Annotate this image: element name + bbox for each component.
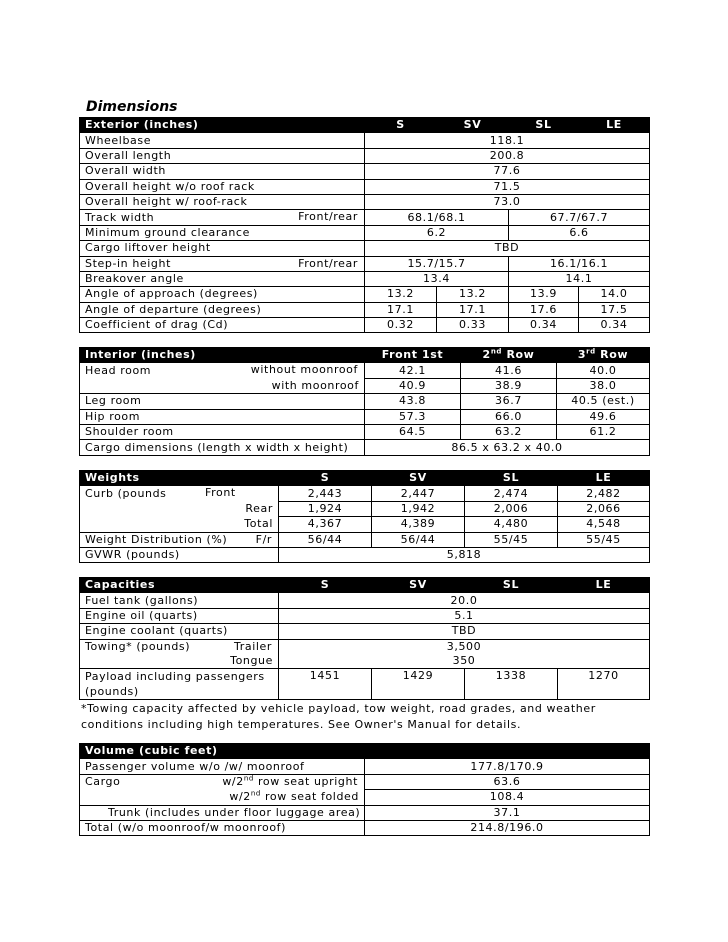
row-value: 13.2 (365, 287, 437, 302)
row-value: 40.9 (365, 378, 461, 393)
table-row (80, 164, 650, 179)
row-value: 5.1 (279, 608, 650, 623)
table-row (80, 501, 650, 516)
row-value: 2,447 (372, 486, 465, 501)
row-sublabel: Rear (80, 501, 279, 516)
row-value: 6.2 (365, 225, 509, 240)
row-value: 56/44 (279, 532, 372, 547)
row-label-text: Track width (85, 210, 155, 224)
table-row (80, 318, 650, 333)
row-label (80, 363, 365, 378)
table-row (80, 820, 650, 835)
row-label: Hip room (80, 409, 365, 424)
row-sublabel: Front/rear (298, 256, 358, 270)
row-value: 55/45 (558, 532, 650, 547)
row-value: 200.8 (365, 148, 650, 163)
table-row (80, 517, 650, 532)
row-value: 2,006 (465, 501, 558, 516)
exterior-header (80, 118, 650, 133)
table-row (80, 133, 650, 148)
header-cell: SV (437, 118, 509, 133)
weights-header (80, 471, 650, 486)
table-row (80, 774, 650, 789)
row-label: Overall width (80, 164, 365, 179)
weights-table (79, 470, 650, 563)
table-row (80, 225, 650, 240)
row-value: 13.2 (437, 287, 509, 302)
row-sublabel: Total (80, 517, 279, 532)
header-cell: Front 1st (365, 348, 461, 363)
row-label: Overall height w/o roof rack (80, 179, 365, 194)
volume-header (80, 744, 650, 759)
row-sublabel: Tongue (80, 654, 279, 669)
row-label (80, 210, 365, 225)
row-value: 16.1/16.1 (509, 256, 650, 271)
table-row (80, 409, 650, 424)
table-row (80, 759, 650, 774)
header-cell: Weights (80, 471, 279, 486)
interior-table (79, 347, 650, 456)
row-label (80, 256, 365, 271)
row-value: 55/45 (465, 532, 558, 547)
table-row (80, 363, 650, 378)
table-row (80, 241, 650, 256)
header-cell: S (365, 118, 437, 133)
towing-footnote: *Towing capacity affected by vehicle payload, tow weight, road grades, and weather conditions including high temperatures. See Owner's Manual for details. (81, 702, 596, 731)
row-sublabel: w/2nd row seat upright (222, 774, 358, 788)
row-label: Wheelbase (80, 133, 365, 148)
table-row (80, 805, 650, 820)
row-label: Engine coolant (quarts) (80, 624, 279, 639)
header-cell: Volume (cubic feet) (80, 744, 365, 759)
capacities-table (79, 577, 650, 700)
row-value: TBD (279, 624, 650, 639)
row-value: 63.6 (365, 774, 650, 789)
row-label-text: Weight Distribution (%) (85, 532, 228, 546)
row-value: 214.8/196.0 (365, 820, 650, 835)
row-value: 77.6 (365, 164, 650, 179)
row-value: 2,482 (558, 486, 650, 501)
table-row (80, 639, 650, 654)
row-label: Angle of approach (degrees) (80, 287, 365, 302)
table-row (80, 256, 650, 271)
header-cell: LE (579, 118, 650, 133)
row-value: 118.1 (365, 133, 650, 148)
row-label (80, 486, 279, 501)
row-value: 64.5 (365, 424, 461, 439)
row-sublabel: F/r (255, 532, 272, 546)
row-value: 2,066 (558, 501, 650, 516)
table-row (80, 547, 650, 562)
row-value: 0.34 (509, 318, 579, 333)
row-label: Breakover angle (80, 271, 365, 286)
row-value: 177.8/170.9 (365, 759, 650, 774)
header-cell: 3rd Row (557, 348, 650, 363)
row-label-text: Head room (85, 363, 152, 377)
row-value: 4,548 (558, 517, 650, 532)
row-value: 1,924 (279, 501, 372, 516)
row-value: 17.1 (365, 302, 437, 317)
row-label (80, 532, 279, 547)
table-row (80, 148, 650, 163)
row-label: Cargo dimensions (length x width x height) (80, 440, 365, 455)
header-cell: S (279, 578, 372, 593)
table-row (80, 593, 650, 608)
table-row (80, 179, 650, 194)
row-value: 1429 (372, 669, 465, 700)
table-row (80, 271, 650, 286)
row-label: Payload including passengers (pounds) (80, 669, 279, 700)
table-row (80, 440, 650, 455)
table-row (80, 394, 650, 409)
row-value: 40.5 (est.) (557, 394, 650, 409)
row-sublabel: Trailer (234, 639, 272, 653)
row-value: 350 (279, 654, 650, 669)
row-value: 0.34 (579, 318, 650, 333)
row-value: 1451 (279, 669, 372, 700)
row-value: 14.1 (509, 271, 650, 286)
row-value: 17.6 (509, 302, 579, 317)
row-label-text: Curb (pounds (85, 486, 167, 500)
table-row (80, 302, 650, 317)
capacities-header (80, 578, 650, 593)
row-label (80, 774, 365, 789)
row-label: GVWR (pounds) (80, 547, 279, 562)
row-value: 2,474 (465, 486, 558, 501)
row-label: Fuel tank (gallons) (80, 593, 279, 608)
row-sublabel: Front/rear (298, 210, 358, 224)
row-value: 68.1/68.1 (365, 210, 509, 225)
header-cell: SL (509, 118, 579, 133)
header-cell: SV (372, 471, 465, 486)
row-value: 43.8 (365, 394, 461, 409)
row-value: 2,443 (279, 486, 372, 501)
header-cell: SL (465, 578, 558, 593)
table-row (80, 608, 650, 623)
table-row (80, 624, 650, 639)
row-sublabel: without moonroof (250, 363, 358, 377)
row-label: Cargo liftover height (80, 241, 365, 256)
row-value: 5,818 (279, 547, 650, 562)
row-value: 6.6 (509, 225, 650, 240)
header-cell: LE (558, 578, 650, 593)
row-label: Passenger volume w/o /w/ moonroof (80, 759, 365, 774)
header-cell: 2nd Row (461, 348, 557, 363)
row-value: 41.6 (461, 363, 557, 378)
table-row (80, 790, 650, 805)
row-value: 61.2 (557, 424, 650, 439)
row-value: TBD (365, 241, 650, 256)
row-value: 56/44 (372, 532, 465, 547)
row-label: Engine oil (quarts) (80, 608, 279, 623)
row-label: Leg room (80, 394, 365, 409)
row-value: 66.0 (461, 409, 557, 424)
row-value: 71.5 (365, 179, 650, 194)
row-sublabel: Front (205, 486, 236, 500)
row-label (80, 639, 279, 654)
row-label: Trunk (includes under floor luggage area) (80, 805, 365, 820)
volume-table (79, 743, 650, 836)
row-value: 14.0 (579, 287, 650, 302)
interior-header (80, 348, 650, 363)
row-value: 38.0 (557, 378, 650, 393)
header-cell: Capacities (80, 578, 279, 593)
row-value: 37.1 (365, 805, 650, 820)
header-cell (365, 744, 650, 759)
row-label: Coefficient of drag (Cd) (80, 318, 365, 333)
table-row (80, 486, 650, 501)
row-value: 4,389 (372, 517, 465, 532)
row-label: Overall height w/ roof-rack (80, 194, 365, 209)
row-value: 13.9 (509, 287, 579, 302)
row-value: 3,500 (279, 639, 650, 654)
row-sublabel: w/2nd row seat folded (80, 790, 365, 805)
row-value: 67.7/67.7 (509, 210, 650, 225)
row-label-text: Step-in height (85, 256, 172, 270)
row-value: 17.5 (579, 302, 650, 317)
table-row (80, 210, 650, 225)
table-row (80, 424, 650, 439)
row-label: Overall length (80, 148, 365, 163)
row-label-text: Cargo (85, 775, 121, 789)
row-value: 57.3 (365, 409, 461, 424)
row-label: Shoulder room (80, 424, 365, 439)
row-value: 1270 (558, 669, 650, 700)
row-value: 0.33 (437, 318, 509, 333)
row-value: 40.0 (557, 363, 650, 378)
row-value: 17.1 (437, 302, 509, 317)
row-value: 4,367 (279, 517, 372, 532)
row-value: 1,942 (372, 501, 465, 516)
header-cell: Exterior (inches) (80, 118, 365, 133)
table-row (80, 194, 650, 209)
table-row (80, 378, 650, 393)
table-row (80, 654, 650, 669)
header-cell: S (279, 471, 372, 486)
row-value: 42.1 (365, 363, 461, 378)
header-cell: Interior (inches) (80, 348, 365, 363)
header-cell: SV (372, 578, 465, 593)
row-value: 49.6 (557, 409, 650, 424)
row-label: Angle of departure (degrees) (80, 302, 365, 317)
row-value: 63.2 (461, 424, 557, 439)
row-label: Total (w/o moonroof/w moonroof) (80, 820, 365, 835)
page-title: Dimensions (86, 99, 178, 115)
row-value: 86.5 x 63.2 x 40.0 (365, 440, 650, 455)
row-value: 38.9 (461, 378, 557, 393)
row-value: 20.0 (279, 593, 650, 608)
exterior-table (79, 117, 650, 333)
header-cell: SL (465, 471, 558, 486)
row-value: 108.4 (365, 790, 650, 805)
header-cell: LE (558, 471, 650, 486)
row-value: 73.0 (365, 194, 650, 209)
row-label-text: Towing* (pounds) (85, 639, 191, 653)
row-value: 0.32 (365, 318, 437, 333)
row-value: 4,480 (465, 517, 558, 532)
table-row (80, 532, 650, 547)
row-value: 13.4 (365, 271, 509, 286)
row-label: Minimum ground clearance (80, 225, 365, 240)
table-row (80, 287, 650, 302)
row-value: 1338 (465, 669, 558, 700)
table-row (80, 669, 650, 700)
row-value: 15.7/15.7 (365, 256, 509, 271)
row-value: 36.7 (461, 394, 557, 409)
row-sublabel: with moonroof (80, 378, 365, 393)
